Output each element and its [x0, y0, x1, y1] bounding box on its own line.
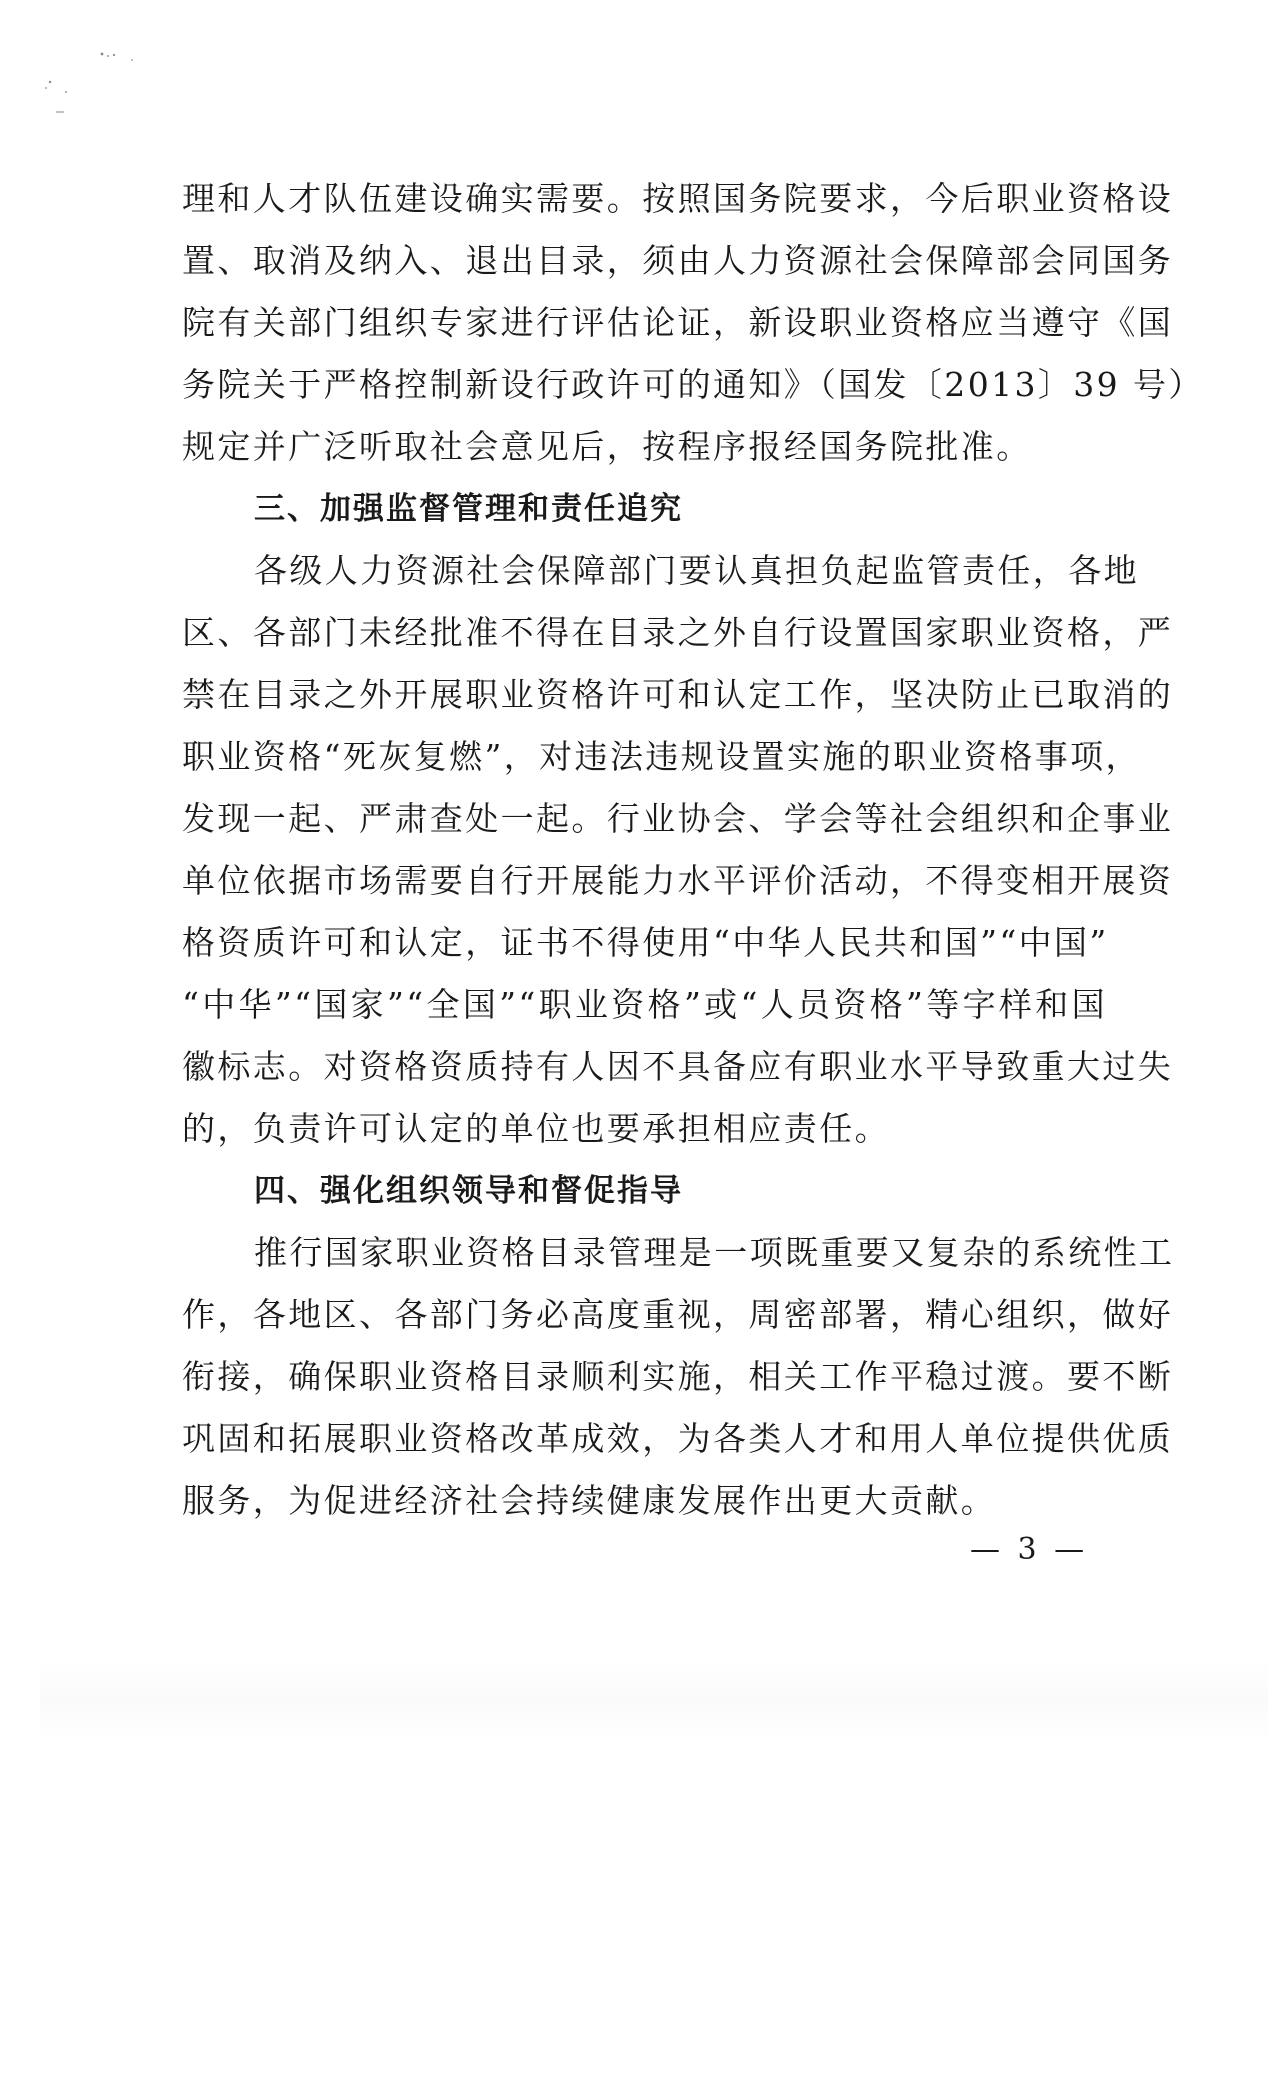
section-heading-4: 四、强化组织领导和督促指导: [254, 1173, 683, 1209]
paragraph-2-line-9: 徽标志。对资格资质持有人因不具备应有职业水平导致重大过失: [182, 1047, 1174, 1086]
paragraph-2-line-4: 职业资格“死灰复燃”，对违法违规设置实施的职业资格事项，: [182, 737, 1141, 776]
paragraph-3-line-3: 衔接，确保职业资格目录顺利实施，相关工作平稳过渡。要不断: [182, 1357, 1174, 1396]
scan-speck-marks: [40, 50, 160, 140]
paragraph-2-line-7: 格资质许可和认定，证书不得使用“中华人民共和国”“中国”: [182, 923, 1109, 962]
paragraph-3-line-1: 推行国家职业资格目录管理是一项既重要又复杂的系统性工: [254, 1233, 1175, 1272]
paragraph-2-line-8: “中华”“国家”“全国”“职业资格”或“人员资格”等字样和国: [182, 985, 1107, 1024]
paragraph-1-line-4: 务院关于严格控制新设行政许可的通知》（国发〔2013〕39 号）: [182, 365, 1204, 404]
scan-bottom-shade: [40, 1660, 1268, 1740]
paragraph-1-line-1: 理和人才队伍建设确实需要。按照国务院要求，今后职业资格设: [182, 179, 1174, 218]
paragraph-1-line-5: 规定并广泛听取社会意见后，按程序报经国务院批准。: [182, 427, 1032, 466]
paragraph-2-line-2: 区、各部门未经批准不得在目录之外自行设置国家职业资格，严: [182, 613, 1174, 652]
paragraph-2-line-5: 发现一起、严肃查处一起。行业协会、学会等社会组织和企事业: [182, 799, 1174, 838]
page-number: — 3 —: [970, 1532, 1089, 1567]
paragraph-2-line-1: 各级人力资源社会保障部门要认真担负起监管责任，各地: [254, 551, 1139, 590]
paragraph-1-line-2: 置、取消及纳入、退出目录，须由人力资源社会保障部会同国务: [182, 241, 1174, 280]
paragraph-3-line-4: 巩固和拓展职业资格改革成效，为各类人才和用人单位提供优质: [182, 1419, 1174, 1458]
section-heading-3: 三、加强监督管理和责任追究: [254, 491, 683, 527]
paragraph-2-line-6: 单位依据市场需要自行开展能力水平评价活动，不得变相开展资: [182, 861, 1174, 900]
paragraph-3-line-5: 服务，为促进经济社会持续健康发展作出更大贡献。: [182, 1481, 997, 1520]
paragraph-2-line-10: 的，负责许可认定的单位也要承担相应责任。: [182, 1109, 890, 1148]
body-text: [182, 168, 1204, 1532]
paragraph-3-line-2: 作，各地区、各部门务必高度重视，周密部署，精心组织，做好: [182, 1295, 1174, 1334]
paragraph-2-line-3: 禁在目录之外开展职业资格许可和认定工作，坚决防止已取消的: [182, 675, 1174, 714]
paragraph-1-line-3: 院有关部门组织专家进行评估论证，新设职业资格应当遵守《国: [182, 303, 1174, 342]
